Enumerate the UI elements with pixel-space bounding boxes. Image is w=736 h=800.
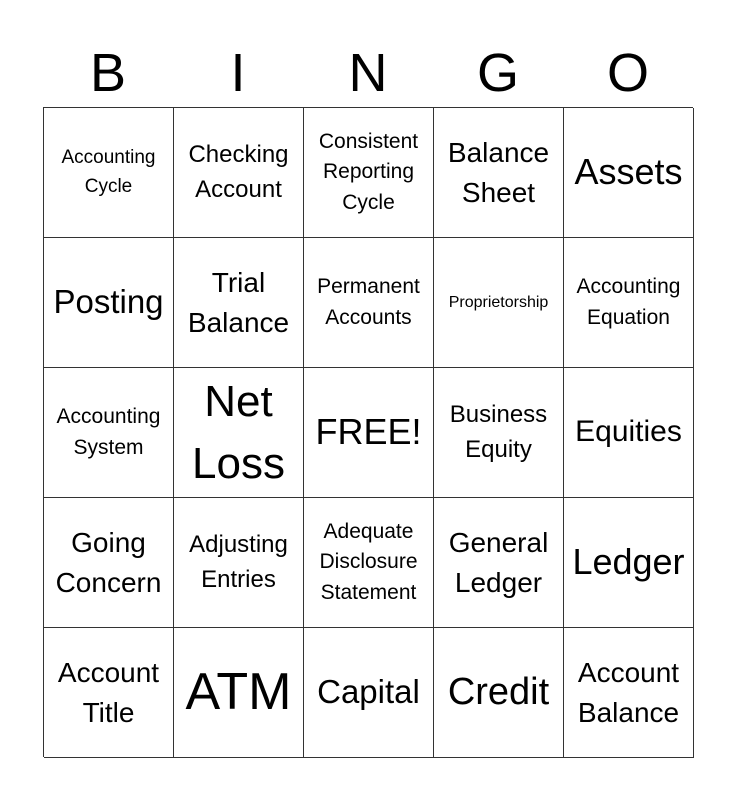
bingo-cell[interactable]: Accounting System: [44, 368, 174, 498]
header-letter-g: G: [476, 43, 519, 103]
bingo-cell[interactable]: Ledger: [564, 498, 694, 628]
bingo-cell[interactable]: Adjusting Entries: [174, 498, 304, 628]
bingo-header: [43, 40, 693, 106]
bingo-cell[interactable]: Credit: [434, 628, 564, 758]
bingo-cell[interactable]: Account Balance: [564, 628, 694, 758]
bingo-cell[interactable]: Consistent Reporting Cycle: [304, 108, 434, 238]
bingo-cell[interactable]: Going Concern: [44, 498, 174, 628]
bingo-cell[interactable]: Checking Account: [174, 108, 304, 238]
bingo-cell[interactable]: Assets: [564, 108, 694, 238]
bingo-cell[interactable]: Capital: [304, 628, 434, 758]
bingo-cell[interactable]: Permanent Accounts: [304, 238, 434, 368]
bingo-cell[interactable]: Posting: [44, 238, 174, 368]
bingo-cell[interactable]: General Ledger: [434, 498, 564, 628]
bingo-cell[interactable]: Equities: [564, 368, 694, 498]
bingo-cell[interactable]: Trial Balance: [174, 238, 304, 368]
bingo-cell[interactable]: FREE!: [304, 368, 434, 498]
bingo-cell[interactable]: Net Loss: [174, 368, 304, 498]
bingo-cell[interactable]: Proprietorship: [434, 238, 564, 368]
bingo-cell[interactable]: Account Title: [44, 628, 174, 758]
header-letter-n: N: [348, 43, 388, 103]
header-letter-i: I: [230, 43, 246, 103]
bingo-grid: [43, 107, 693, 757]
bingo-cell[interactable]: ATM: [174, 628, 304, 758]
header-letter-b: B: [89, 43, 127, 103]
bingo-cell[interactable]: Adequate Disclosure Statement: [304, 498, 434, 628]
bingo-cell[interactable]: Accounting Equation: [564, 238, 694, 368]
bingo-cell[interactable]: Balance Sheet: [434, 108, 564, 238]
bingo-cell[interactable]: Business Equity: [434, 368, 564, 498]
bingo-cell[interactable]: Accounting Cycle: [44, 108, 174, 238]
header-letter-o: O: [606, 43, 649, 103]
